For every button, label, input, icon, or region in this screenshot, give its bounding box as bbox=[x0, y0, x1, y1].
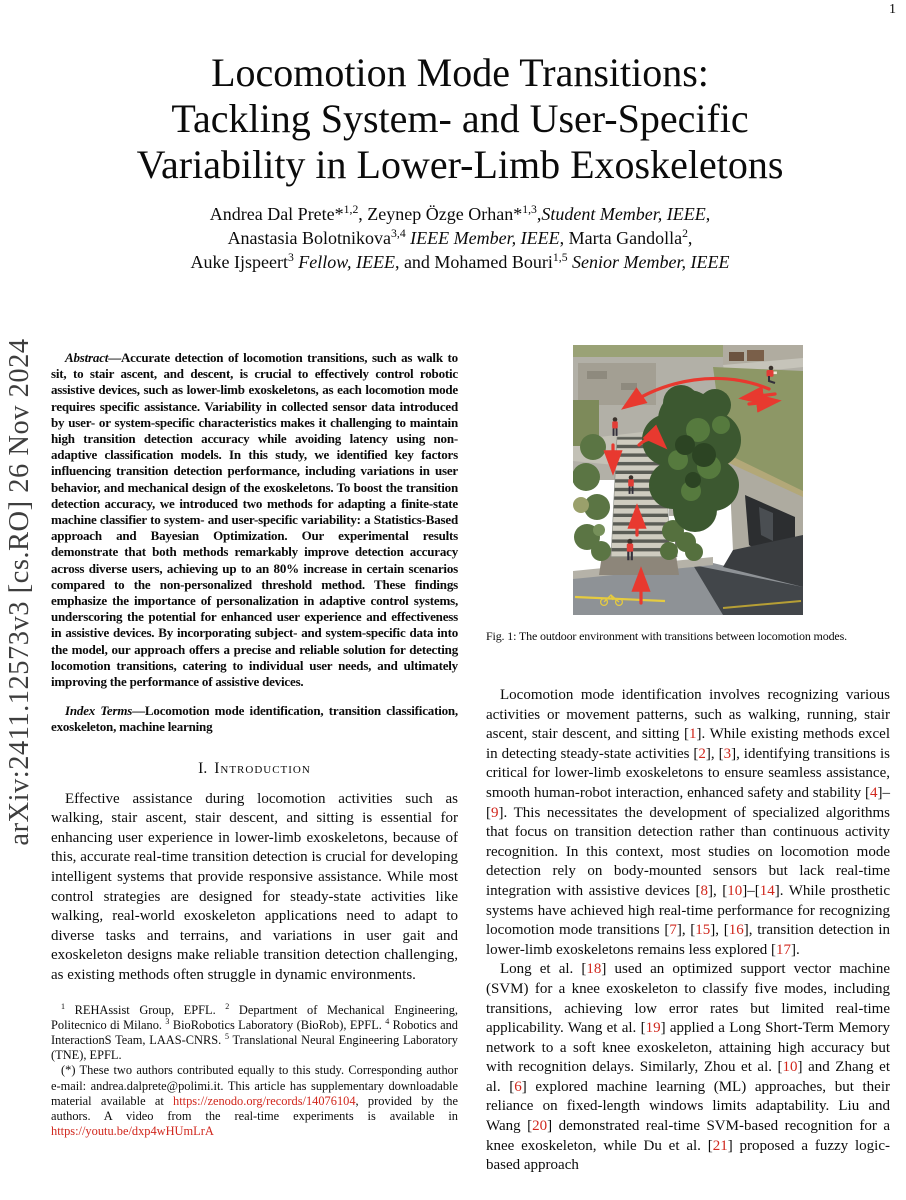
text-segment: , and Mohamed Bouri bbox=[394, 252, 553, 272]
citation-ref: 4 bbox=[870, 784, 878, 801]
text-segment: ] explored machine learning (ML) approaches, but their reliance on fixed-length windows limits adaptability. Liu and Wang [ bbox=[486, 1078, 890, 1135]
text-segment: 3 bbox=[165, 1016, 170, 1026]
text-segment: , bbox=[705, 204, 711, 224]
text-segment: BioRobotics Laboratory (BioRob), EPFL. bbox=[169, 1017, 386, 1032]
text-segment: Student Member, IEEE bbox=[541, 204, 706, 224]
footnote-block bbox=[51, 1003, 458, 1140]
text-segment: Long et al. [ bbox=[500, 961, 587, 978]
text-segment: ] demonstrated real-time SVM-based recognition for a knee exoskeleton, while Du et al. [ bbox=[486, 1118, 891, 1154]
section-number: I. bbox=[198, 759, 208, 777]
citation-ref: 10 bbox=[782, 1059, 798, 1076]
text-segment: , bbox=[687, 228, 693, 248]
citation-ref: 1 bbox=[688, 726, 697, 743]
text-segment: ], [ bbox=[676, 922, 696, 939]
text-segment: ] applied a Long Short-Term Memory network to a soft knee exoskeleton, attaining high accuracy but with recognition delays. Similarly, Zhou et al. [ bbox=[486, 1020, 890, 1076]
citation-ref: 3 bbox=[723, 745, 732, 762]
text-segment: REHAssist Group, EPFL. bbox=[65, 1002, 226, 1017]
figure-1-image bbox=[573, 345, 803, 615]
citation-ref: 6 bbox=[514, 1078, 522, 1095]
text-segment: Andrea Dal Prete* bbox=[209, 204, 344, 224]
text-segment: 2 bbox=[225, 1001, 230, 1011]
contribution-footnote bbox=[51, 1063, 458, 1139]
text-segment: —Locomotion mode identification, transition classification, exoskeleton, machine learning bbox=[51, 703, 458, 735]
text-segment: Abstract bbox=[65, 350, 109, 365]
text-segment: ] used an optimized support vector machine (SVM) for a knee exoskeleton to classify five modes, including transitions, achieving low error rates but limited real-time applicability. Wang et al. [ bbox=[486, 961, 891, 1037]
text-segment: ], identifying transitions is critical for lower-limb exoskeletons to ensure seamless assistance, smooth human-robot interaction, enhanced safety and stability [ bbox=[486, 745, 890, 801]
text-segment: Department of Mechanical Engineering, Politecnico di Milano. bbox=[51, 1002, 458, 1032]
section-heading-introduction bbox=[51, 760, 458, 778]
figure-1 bbox=[573, 345, 803, 620]
text-segment: ], [ bbox=[710, 922, 729, 939]
text-segment: 3,4 bbox=[391, 227, 406, 240]
text-segment: Locomotion mode identification involves recognizing various activities or movement patterns, such as walking, running, stair ascent, stair descent, and sitting [ bbox=[486, 687, 890, 743]
author-list bbox=[60, 202, 860, 274]
text-segment: Senior Member, IEEE bbox=[572, 252, 730, 272]
hyperlink[interactable]: https://youtu.be/dxp4wHUmLrA bbox=[51, 1124, 214, 1139]
text-segment: ]. bbox=[791, 941, 800, 958]
right-column bbox=[486, 345, 890, 1176]
text-segment: 1,5 bbox=[552, 251, 568, 264]
text-segment: ], transition detection in lower-limb exoskeletons remains less explored [ bbox=[486, 922, 890, 958]
text-segment: , provided by the authors. A video from the real-time experiments is available in bbox=[51, 1093, 458, 1124]
author-line bbox=[60, 226, 860, 250]
text-segment: , Marta Gandolla bbox=[559, 228, 683, 248]
citation-ref: 15 bbox=[695, 922, 711, 939]
citation-ref: 20 bbox=[532, 1118, 548, 1135]
citation-ref: 10 bbox=[727, 882, 743, 899]
citation-ref: 2 bbox=[698, 745, 706, 762]
arxiv-sidebar-label: arXiv:2411.12573v3 [cs.RO] 26 Nov 2024 bbox=[4, 338, 35, 846]
text-segment: IEEE Member, IEEE bbox=[410, 228, 560, 248]
text-segment: , bbox=[536, 204, 542, 224]
hyperlink[interactable]: https://zenodo.org/records/14076104 bbox=[173, 1093, 356, 1108]
author-line bbox=[60, 250, 860, 274]
paper-title bbox=[80, 50, 840, 188]
citation-ref: 9 bbox=[491, 804, 499, 821]
abstract-paragraph bbox=[51, 350, 458, 690]
text-segment: Robotics and InteractionS Team, LAAS-CNRS. bbox=[51, 1017, 458, 1048]
title-line-1: Locomotion Mode Transitions: bbox=[211, 50, 709, 95]
text-segment: ]. This necessitates the development of specialized algorithms that focus on transition detection rather than continuous activity recognition. In this context, most studies on locomotion mode detection rely on body-mounted sensors but lack real-time integration with assistive devices [ bbox=[486, 804, 890, 899]
index-terms bbox=[51, 703, 458, 735]
citation-ref: 19 bbox=[645, 1020, 661, 1037]
body-paragraph bbox=[486, 686, 890, 960]
citation-ref: 17 bbox=[776, 941, 792, 958]
text-segment: 1 bbox=[61, 1001, 66, 1011]
text-segment: 3 bbox=[287, 251, 294, 264]
title-line-2: Tackling System- and User-Specific bbox=[171, 96, 749, 141]
text-segment: Index Terms bbox=[65, 703, 133, 719]
text-segment: 4 bbox=[385, 1016, 390, 1026]
text-segment: ], [ bbox=[705, 745, 724, 762]
text-segment: ]–[ bbox=[742, 882, 760, 899]
text-segment: Auke Ijspeert bbox=[190, 252, 288, 272]
citation-ref: 8 bbox=[700, 882, 708, 899]
citation-ref: 14 bbox=[759, 882, 775, 899]
section-title: Introduction bbox=[214, 759, 311, 777]
citation-ref: 21 bbox=[712, 1137, 728, 1154]
figure-1-caption: Fig. 1: The outdoor environment with transitions between locomotion modes. bbox=[486, 629, 847, 643]
text-segment: (*) These two authors contributed equally to this study. Corresponding author e-mail: andrea.dalprete@polimi.it. This article has supplementary downloadable material available at bbox=[51, 1063, 458, 1108]
citation-ref: 7 bbox=[669, 922, 677, 939]
text-segment: ] proposed a fuzzy logic-based approach bbox=[486, 1137, 890, 1174]
text-segment: Fellow, IEEE bbox=[298, 252, 395, 272]
text-segment: 1,2 bbox=[343, 203, 359, 216]
affiliations-footnote bbox=[51, 1003, 458, 1064]
text-segment: ]. While prosthetic systems have achieved high real-time performance for recognizing locomotion mode transitions [ bbox=[486, 882, 890, 939]
text-segment: ]. While existing methods excel in detecting steady-state activities [ bbox=[486, 726, 891, 762]
text-segment: —Accurate detection of locomotion transitions, such as walk to sit, to stair ascent, and descent, is crucial to effectively control robotic assistive devices, such as lower-limb exoskeletons, as each locomotion mode requires specific assistance. Variability in collected sensor data introduced by user- or system-specific characteristics makes it challenging to maintain high transition detection accuracy while avoiding latency using non-adaptive classification models. In this study, we identified key factors influencing transition detection performance, including variations in user behavior, and mechanical design of the exoskeletons. To boost the transition detection accuracy, we introduced two methods for adapting a finite-state machine classifier to system- and user-specific variability: a Statistics-Based approach and Bayesian Optimization. Our experimental results demonstrate that both methods remarkably improve detection accuracy across diverse users, achieving up to an 80% increase in certain scenarios compared to the non-personalized threshold method. These findings emphasize the importance of personalization in adaptive control systems, underscoring the potential for enhanced user experience and effectiveness in assistive devices. By incorporating subject- and system-specific data into the model, our approach offers a precise and reliable solution for detecting locomotion transitions, catering to individual user needs, and ultimately improving the performance of assistive devices. bbox=[51, 350, 458, 690]
text-segment: 1,3 bbox=[522, 203, 537, 216]
title-line-3: Variability in Lower-Limb Exoskeletons bbox=[136, 142, 784, 187]
introduction-paragraph: Effective assistance during locomotion activities such as walking, stair ascent, stair descent, and sitting is essential for enhancing user experience in lower-limb exoskeletons, because of this, accurate real-time transition detection is crucial for developing intelligent systems that provide responsive assistance. While most control strategies are designed for steady-state activities like walking, real-world exoskeleton applications need to adapt to diverse tasks and terrains, and variations in user gait and exoskeleton designs make reliable transition detection challenging, as existing methods often struggle in dynamic environments. bbox=[51, 790, 458, 984]
citation-ref: 16 bbox=[728, 922, 744, 939]
author-line bbox=[60, 202, 860, 226]
text-segment: ], [ bbox=[707, 882, 728, 899]
text-segment: , Zeynep Özge Orhan* bbox=[358, 204, 523, 224]
container bbox=[729, 352, 744, 361]
text-segment: 2 bbox=[682, 227, 688, 240]
text-segment: Translational Neural Engineering Laboratory (TNE), EPFL. bbox=[51, 1033, 458, 1063]
text-segment: Anastasia Bolotnikova bbox=[227, 228, 392, 248]
text-segment: ]–[ bbox=[486, 784, 890, 821]
text-segment: 5 bbox=[224, 1031, 229, 1041]
left-column bbox=[51, 350, 458, 1139]
page-number: 1 bbox=[889, 2, 896, 17]
citation-ref: 18 bbox=[586, 961, 602, 978]
body-paragraph bbox=[486, 960, 890, 1176]
text-segment: ] and Zhang et al. [ bbox=[486, 1059, 890, 1095]
